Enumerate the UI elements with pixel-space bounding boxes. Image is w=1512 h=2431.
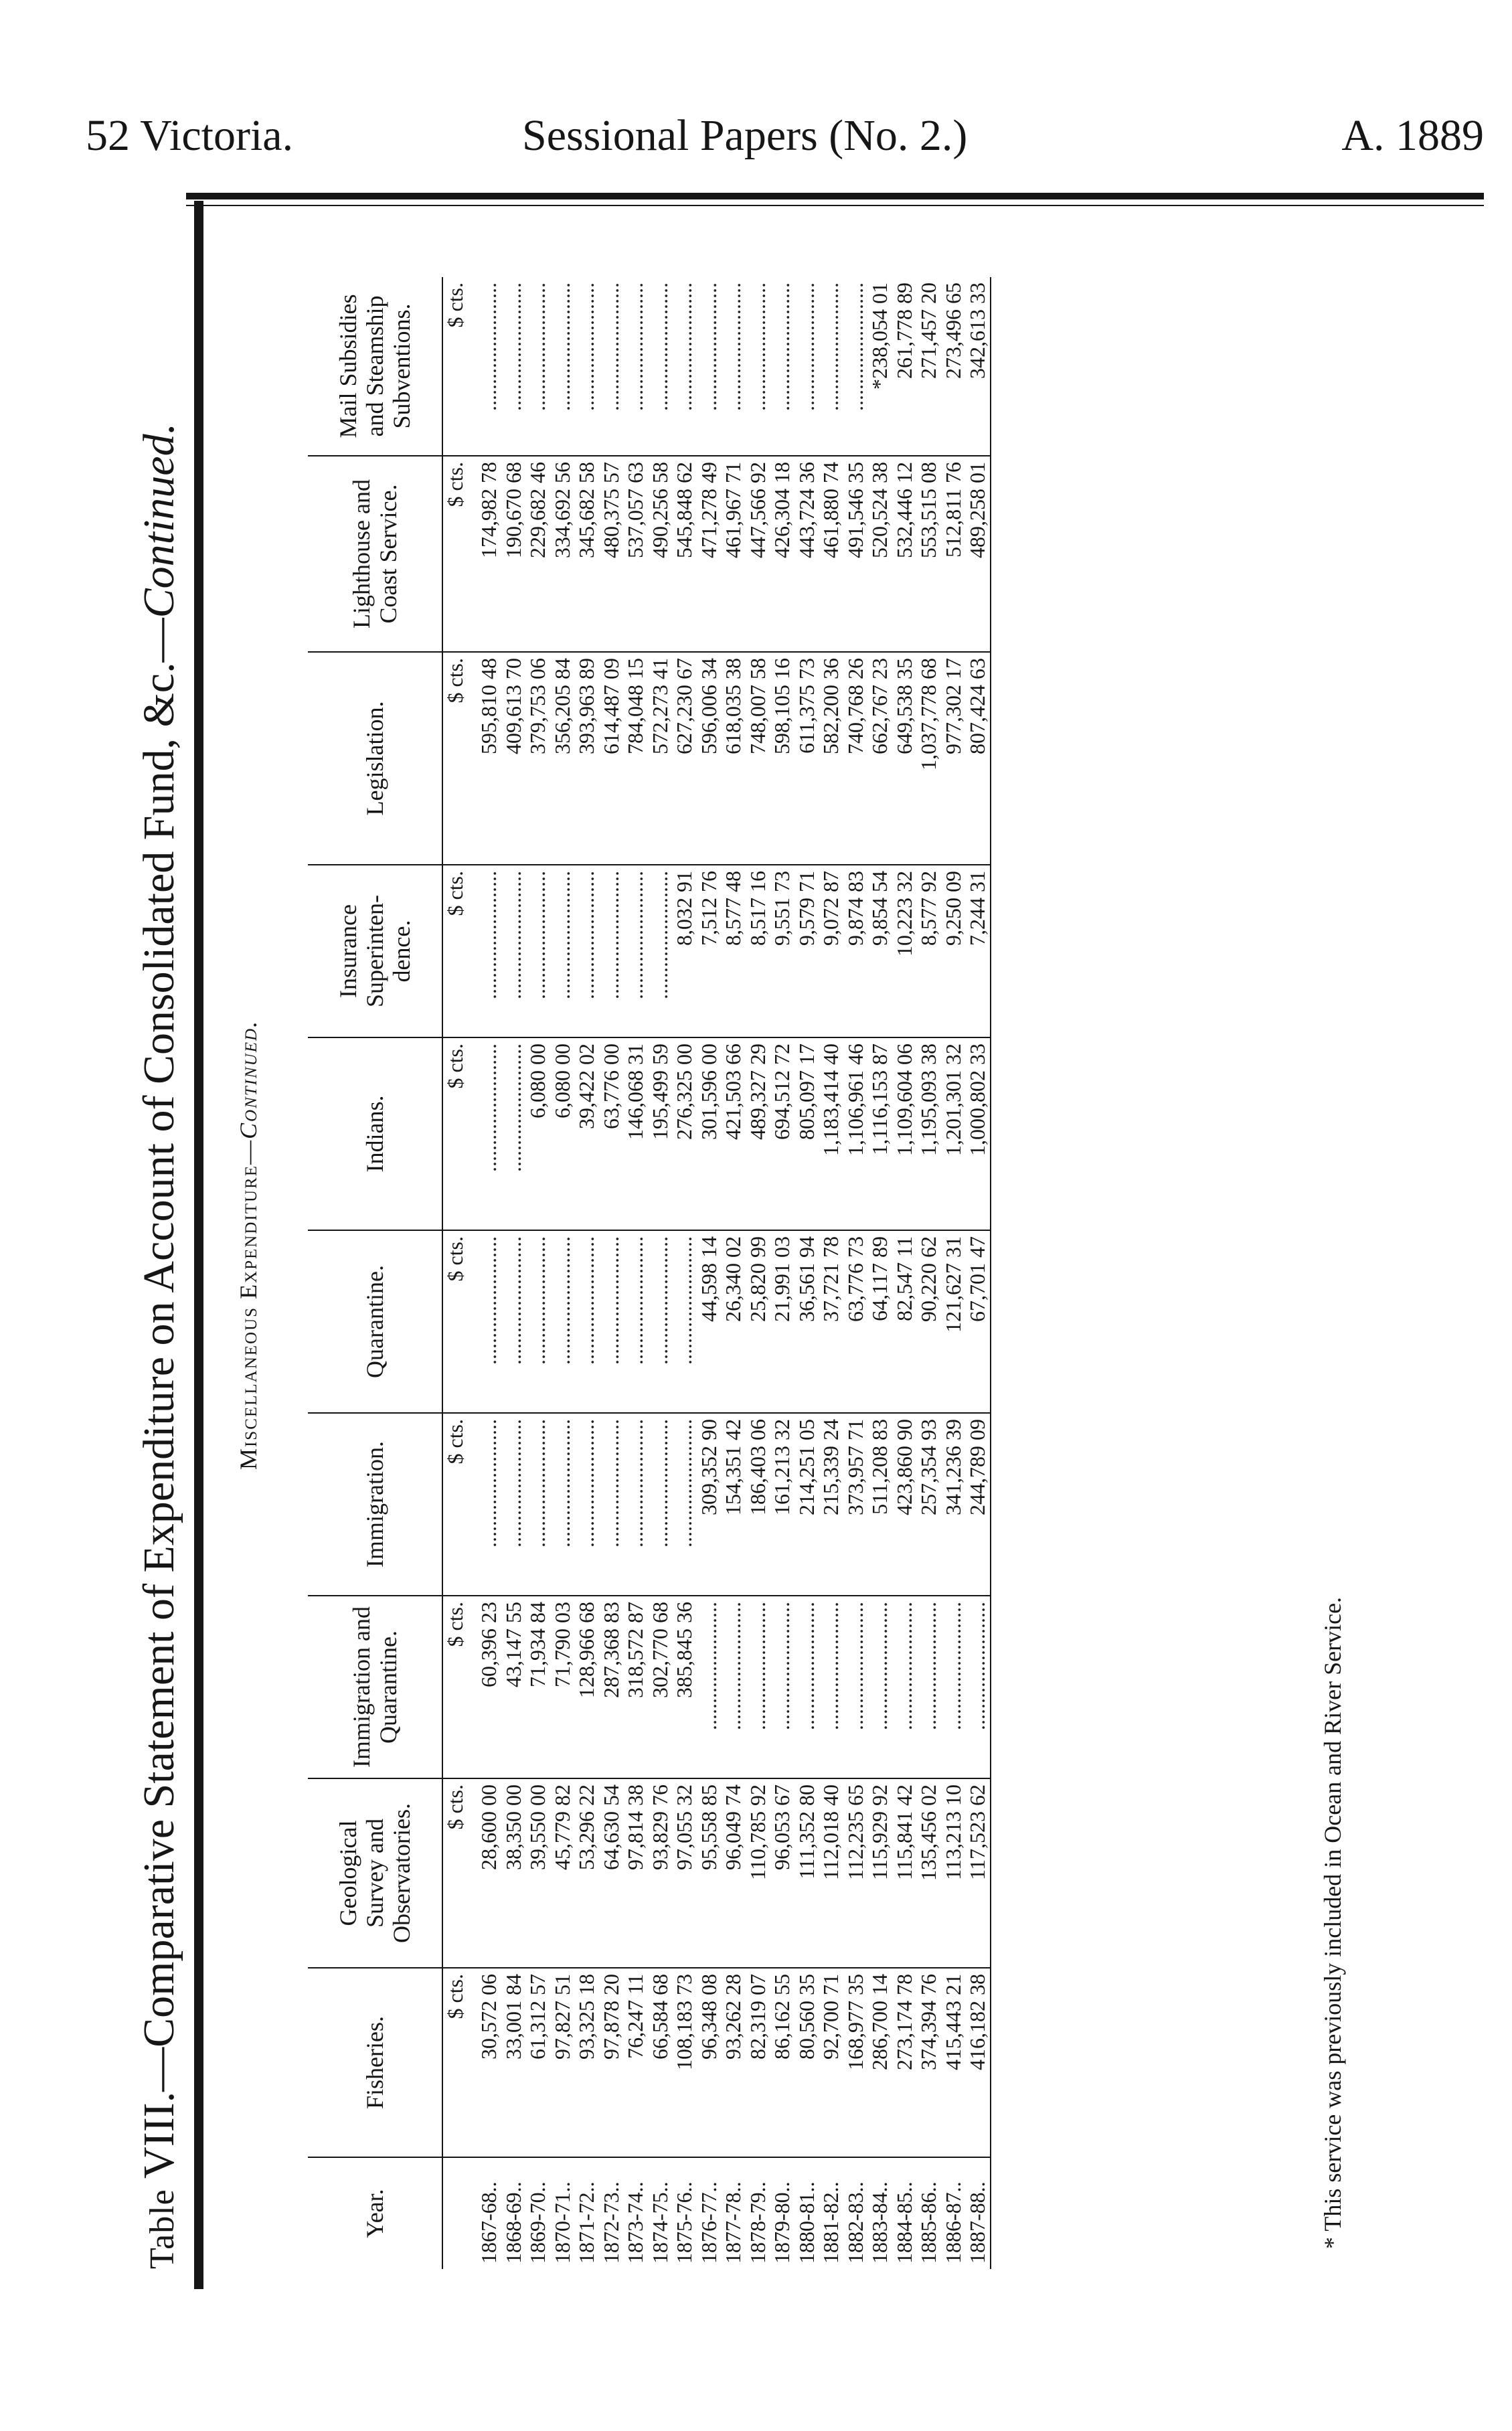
year-cell: 1887-88.. [965,2157,991,2269]
column-header: Quarantine. [308,1230,442,1413]
value-cell: ........................ [648,865,673,1037]
value-cell: 97,814 38 [623,1778,648,1968]
value-cell: ........................ [525,1230,550,1413]
value-cell: ........................ [599,1230,624,1413]
column-header: Immigration and Quarantine. [308,1596,442,1778]
value-cell: 60,396 23 [477,1596,501,1778]
value-cell: 112,235 65 [843,1778,868,1968]
value-cell: 174,982 78 [477,456,501,652]
year-cell: 1885-86.. [916,2181,940,2264]
value-cell: 415,443 21 [941,1968,966,2157]
column-header: Immigration. [308,1413,442,1596]
column-header: Mail Subsidies and Steamship Subventions. [308,277,442,456]
value-cell: 43,147 55 [501,1596,526,1778]
value-cell: 1,201,301 32 [941,1037,966,1230]
expenditure-table [308,277,991,2269]
table-row [941,277,966,2269]
value-cell: 66,584 68 [648,1968,673,2157]
value-cell: ........................ [697,1596,722,1778]
value-cell: ........................ [623,277,648,456]
value-cell: 520,524 38 [867,456,892,652]
page-header-right: A. 1889 [1341,111,1484,160]
year-cell: 1886-87.. [940,2181,965,2264]
value-cell: 341,236 39 [941,1413,966,1596]
units-cell: $ cts. [442,1968,477,2157]
value-cell: 39,550 00 [525,1778,550,1968]
value-cell: ........................ [501,865,526,1037]
value-cell: 8,577 92 [916,865,941,1037]
value-cell: ........................ [746,277,770,456]
units-cell: $ cts. [442,277,477,456]
column-header: Legislation. [308,652,442,865]
value-cell: ........................ [941,1596,966,1778]
value-cell: ........................ [623,1413,648,1596]
value-cell: 740,768 26 [843,652,868,865]
value-cell: 273,496 65 [941,277,966,456]
value-cell: 374,394 76 [916,1968,941,2157]
value-cell: 39,422 02 [574,1037,599,1230]
value-cell: 447,566 92 [746,456,770,652]
value-cell: 95,558 85 [697,1778,722,1968]
value-cell: 409,613 70 [501,652,526,865]
value-cell: 115,929 92 [867,1778,892,1968]
value-cell: 71,934 84 [525,1596,550,1778]
value-cell: 356,205 84 [550,652,575,865]
value-cell: 301,596 00 [697,1037,722,1230]
value-cell: ........................ [672,1413,697,1596]
value-cell: ........................ [794,1596,819,1778]
value-cell: 161,213 32 [770,1413,794,1596]
value-cell: ........................ [501,277,526,456]
value-cell: ........................ [525,1413,550,1596]
value-cell: ........................ [867,1596,892,1778]
value-cell: 7,512 76 [697,865,722,1037]
value-cell: 8,517 16 [746,865,770,1037]
value-cell: 261,778 89 [892,277,917,456]
value-cell: 146,068 31 [623,1037,648,1230]
value-cell: 190,670 68 [501,456,526,652]
value-cell: 21,991 03 [770,1230,794,1413]
rotated-table-region [134,134,1439,2289]
year-cell: 1867-68.. [477,2181,501,2264]
value-cell: 490,256 58 [648,456,673,652]
value-cell: 553,515 08 [916,456,941,652]
year-cell: 1873-74.. [623,2181,647,2264]
value-cell: 595,810 48 [477,652,501,865]
value-cell: 214,251 05 [794,1413,819,1596]
value-cell: 614,487 09 [599,652,624,865]
value-cell: ........................ [623,865,648,1037]
value-cell: 61,312 57 [525,1968,550,2157]
value-cell: 302,770 68 [648,1596,673,1778]
value-cell: 423,860 90 [892,1413,917,1596]
table-row [525,277,550,2269]
value-cell: ........................ [574,865,599,1037]
value-cell: 532,446 12 [892,456,917,652]
value-cell: 471,278 49 [697,456,722,652]
value-cell: 53,296 22 [574,1778,599,1968]
value-cell: 92,700 71 [819,1968,843,2157]
units-cell: $ cts. [442,652,477,865]
value-cell: 108,183 73 [672,1968,697,2157]
value-cell: ........................ [965,1596,991,1778]
value-cell: 342,613 33 [965,277,991,456]
value-cell: 90,220 62 [916,1230,941,1413]
table-row [965,277,991,2269]
value-cell: ........................ [746,1596,770,1778]
value-cell: 977,302 17 [941,652,966,865]
value-cell: 9,874 83 [843,865,868,1037]
year-cell: 1870-71.. [550,2181,574,2264]
value-cell: 96,053 67 [770,1778,794,1968]
value-cell: ........................ [477,1413,501,1596]
value-cell: 416,182 38 [965,1968,991,2157]
year-cell: 1884-85.. [892,2181,916,2264]
value-cell: 9,551 73 [770,865,794,1037]
value-cell: 154,351 42 [721,1413,746,1596]
value-cell: 195,499 59 [648,1037,673,1230]
year-cell: 1869-70.. [525,2181,550,2264]
value-cell: 512,811 76 [941,456,966,652]
column-header: Indians. [308,1037,442,1230]
column-header: Lighthouse and Coast Service. [308,456,442,652]
value-cell: 649,538 35 [892,652,917,865]
value-cell: ........................ [550,865,575,1037]
table-row [574,277,599,2269]
value-cell: 110,785 92 [746,1778,770,1968]
value-cell: 135,456 02 [916,1778,941,1968]
value-cell: 627,230 67 [672,652,697,865]
table-row [599,277,624,2269]
value-cell: 334,692 56 [550,456,575,652]
value-cell: 76,247 11 [623,1968,648,2157]
value-cell: ........................ [648,277,673,456]
value-cell: 807,424 63 [965,652,991,865]
year-cell: 1883-84.. [867,2181,892,2264]
value-cell: ........................ [574,277,599,456]
value-cell: ........................ [477,865,501,1037]
column-header: Fisheries. [308,1968,442,2157]
value-cell: 25,820 99 [746,1230,770,1413]
column-header: Geological Survey and Observatories. [308,1778,442,1968]
value-cell: ........................ [648,1413,673,1596]
table-title [134,423,185,2269]
units-cell: $ cts. [442,1230,477,1413]
value-cell: 97,055 32 [672,1778,697,1968]
table-title-text: VIII.—Comparative Statement of Expenditure on Account of Consolidated Fund, &c.— [135,618,183,2189]
value-cell: 97,827 51 [550,1968,575,2157]
table-row [770,277,794,2269]
value-cell: 6,080 00 [550,1037,575,1230]
year-cell: 1875-76.. [672,2181,696,2264]
value-cell: 273,174 78 [892,1968,917,2157]
value-cell: 33,001 84 [501,1968,526,2157]
table-row [794,277,819,2269]
value-cell: ........................ [697,277,722,456]
value-cell: 1,195,093 38 [916,1037,941,1230]
value-cell: 8,577 48 [721,865,746,1037]
value-cell: 373,957 71 [843,1413,868,1596]
table-row [501,277,526,2269]
value-cell: 93,829 76 [648,1778,673,1968]
value-cell: 1,183,414 40 [819,1037,843,1230]
value-cell: 71,790 03 [550,1596,575,1778]
value-cell: 26,340 02 [721,1230,746,1413]
value-cell: 748,007 58 [746,652,770,865]
table-row [721,277,746,2269]
value-cell: 611,375 73 [794,652,819,865]
value-cell: ........................ [819,277,843,456]
value-cell: 271,457 20 [916,277,941,456]
value-cell: 168,977 35 [843,1968,868,2157]
value-cell: 45,779 82 [550,1778,575,1968]
value-cell: 1,106,961 46 [843,1037,868,1230]
value-cell: 9,854 54 [867,865,892,1037]
year-cell: 1879-80.. [770,2181,794,2264]
value-cell: 44,598 14 [697,1230,722,1413]
year-cell: 1878-79.. [745,2181,770,2264]
value-cell: 489,327 29 [746,1037,770,1230]
value-cell: ........................ [819,1596,843,1778]
value-cell: ........................ [770,277,794,456]
value-cell: 38,350 00 [501,1778,526,1968]
value-cell: 111,352 80 [794,1778,819,1968]
year-cell: 1882-83.. [843,2181,867,2264]
table-row [916,277,941,2269]
table-title-prefix: Table [143,2189,181,2269]
value-cell: 112,018 40 [819,1778,843,1968]
value-cell: ........................ [916,1596,941,1778]
year-cell: 1868-69.. [501,2181,525,2264]
title-rule [194,201,203,2289]
column-header: Year. [308,2157,442,2269]
value-cell: 6,080 00 [525,1037,550,1230]
section-subtitle-main: Miscellaneous Expenditure— [235,1139,262,1471]
value-cell: 426,304 18 [770,456,794,652]
value-cell: *238,054 01 [867,277,892,456]
year-cell: 1881-82.. [819,2181,843,2264]
value-cell: ........................ [892,1596,917,1778]
value-cell: ........................ [648,1230,673,1413]
table-row [648,277,673,2269]
value-cell: ........................ [672,1230,697,1413]
value-cell: ........................ [599,865,624,1037]
value-cell: 82,547 11 [892,1230,917,1413]
page-header-left: 52 Victoria. [86,111,294,160]
value-cell: 63,776 00 [599,1037,624,1230]
value-cell: ........................ [599,1413,624,1596]
table-row [697,277,722,2269]
value-cell: 9,579 71 [794,865,819,1037]
value-cell: ........................ [501,1230,526,1413]
value-cell: 128,966 68 [574,1596,599,1778]
value-cell: 572,273 41 [648,652,673,865]
units-cell: $ cts. [442,456,477,652]
units-cell: $ cts. [442,1596,477,1778]
value-cell: ........................ [794,277,819,456]
section-subtitle [234,201,262,2289]
value-cell: 30,572 06 [477,1968,501,2157]
value-cell: 393,963 89 [574,652,599,865]
value-cell: ........................ [525,277,550,456]
table-title-continued: Continued. [135,422,183,618]
value-cell: 1,000,802 33 [965,1037,991,1230]
value-cell: 10,223 32 [892,865,917,1037]
value-cell: 36,561 94 [794,1230,819,1413]
value-cell: 461,880 74 [819,456,843,652]
units-cell: $ cts. [442,865,477,1037]
value-cell: 318,572 87 [623,1596,648,1778]
value-cell: 7,244 31 [965,865,991,1037]
year-cell: 1874-75.. [647,2181,672,2264]
value-cell: ........................ [550,1230,575,1413]
value-cell: 82,319 07 [746,1968,770,2157]
value-cell: 421,503 66 [721,1037,746,1230]
value-cell: ........................ [672,277,697,456]
value-cell: 115,841 42 [892,1778,917,1968]
value-cell: 443,724 36 [794,456,819,652]
year-cell: 1872-73.. [598,2181,623,2264]
column-header: Insurance Superinten-dence. [308,865,442,1037]
value-cell: 287,368 83 [599,1596,624,1778]
value-cell: 9,250 09 [941,865,966,1037]
units-cell: $ cts. [442,1778,477,1968]
value-cell: 186,403 06 [746,1413,770,1596]
value-cell: ........................ [623,1230,648,1413]
value-cell: 215,339 24 [819,1413,843,1596]
value-cell: 784,048 15 [623,652,648,865]
value-cell: 1,116,153 87 [867,1037,892,1230]
value-cell: 545,848 62 [672,456,697,652]
value-cell: 113,213 10 [941,1778,966,1968]
value-cell: 9,072 87 [819,865,843,1037]
value-cell: ........................ [770,1596,794,1778]
value-cell: 537,057 63 [623,456,648,652]
value-cell: 276,325 00 [672,1037,697,1230]
units-cell: $ cts. [442,1413,477,1596]
table-row [819,277,843,2269]
value-cell: 8,032 91 [672,865,697,1037]
value-cell: 117,523 62 [965,1778,991,1968]
value-cell: 491,546 35 [843,456,868,652]
value-cell: 64,117 89 [867,1230,892,1413]
value-cell: 229,682 46 [525,456,550,652]
value-cell: ........................ [477,1037,501,1230]
value-cell: 80,560 35 [794,1968,819,2157]
value-cell: 86,162 55 [770,1968,794,2157]
table-row [843,277,868,2269]
value-cell: ........................ [574,1413,599,1596]
value-cell: ........................ [721,277,746,456]
value-cell: 480,375 57 [599,456,624,652]
year-cell: 1880-81.. [794,2181,819,2264]
value-cell: 1,109,604 06 [892,1037,917,1230]
footnote: * This service was previously included in Ocean and River Service. [1319,1596,1346,2249]
value-cell: 63,776 73 [843,1230,868,1413]
value-cell: ........................ [843,1596,868,1778]
value-cell: ........................ [843,277,868,456]
value-cell: 93,325 18 [574,1968,599,2157]
value-cell: ........................ [599,277,624,456]
value-cell: 618,035 38 [721,652,746,865]
value-cell: 37,721 78 [819,1230,843,1413]
value-cell: 461,967 71 [721,456,746,652]
value-cell: 257,354 93 [916,1413,941,1596]
table-row [623,277,648,2269]
table-row [746,277,770,2269]
value-cell: ........................ [477,277,501,456]
value-cell: 96,049 74 [721,1778,746,1968]
value-cell: ........................ [574,1230,599,1413]
units-cell: $ cts. [442,1037,477,1230]
value-cell: ........................ [501,1413,526,1596]
value-cell: 385,845 36 [672,1596,697,1778]
value-cell: ........................ [477,1230,501,1413]
value-cell: 582,200 36 [819,652,843,865]
value-cell: 93,262 28 [721,1968,746,2157]
value-cell: 489,258 01 [965,456,991,652]
value-cell: 511,208 83 [867,1413,892,1596]
value-cell: 379,753 06 [525,652,550,865]
value-cell: ........................ [721,1596,746,1778]
year-cell: 1876-77.. [696,2181,721,2264]
value-cell: 598,105 16 [770,652,794,865]
table-row [892,277,917,2269]
year-cell: 1871-72.. [574,2181,598,2264]
table-row [477,277,501,2269]
value-cell: 286,700 14 [867,1968,892,2157]
value-cell: 67,701 47 [965,1230,991,1413]
value-cell: 805,097 17 [794,1037,819,1230]
value-cell: ........................ [501,1037,526,1230]
value-cell: ........................ [525,865,550,1037]
value-cell: 596,006 34 [697,652,722,865]
value-cell: 28,600 00 [477,1778,501,1968]
table-row [550,277,575,2269]
units-cell [442,2157,477,2269]
value-cell: ........................ [550,1413,575,1596]
value-cell: 1,037,778 68 [916,652,941,865]
section-subtitle-continued: Continued. [235,1019,262,1139]
page-header-center: Sessional Papers (No. 2.) [522,111,968,160]
value-cell: 662,767 23 [867,652,892,865]
year-cell: 1877-78.. [721,2181,745,2264]
value-cell: 97,878 20 [599,1968,624,2157]
value-cell: 121,627 31 [941,1230,966,1413]
value-cell: 694,512 72 [770,1037,794,1230]
value-cell: 96,348 08 [697,1968,722,2157]
value-cell: 345,682 58 [574,456,599,652]
table-row [867,277,892,2269]
value-cell: 244,789 09 [965,1413,991,1596]
table-row [672,277,697,2269]
value-cell: ........................ [550,277,575,456]
value-cell: 64,630 54 [599,1778,624,1968]
value-cell: 309,352 90 [697,1413,722,1596]
